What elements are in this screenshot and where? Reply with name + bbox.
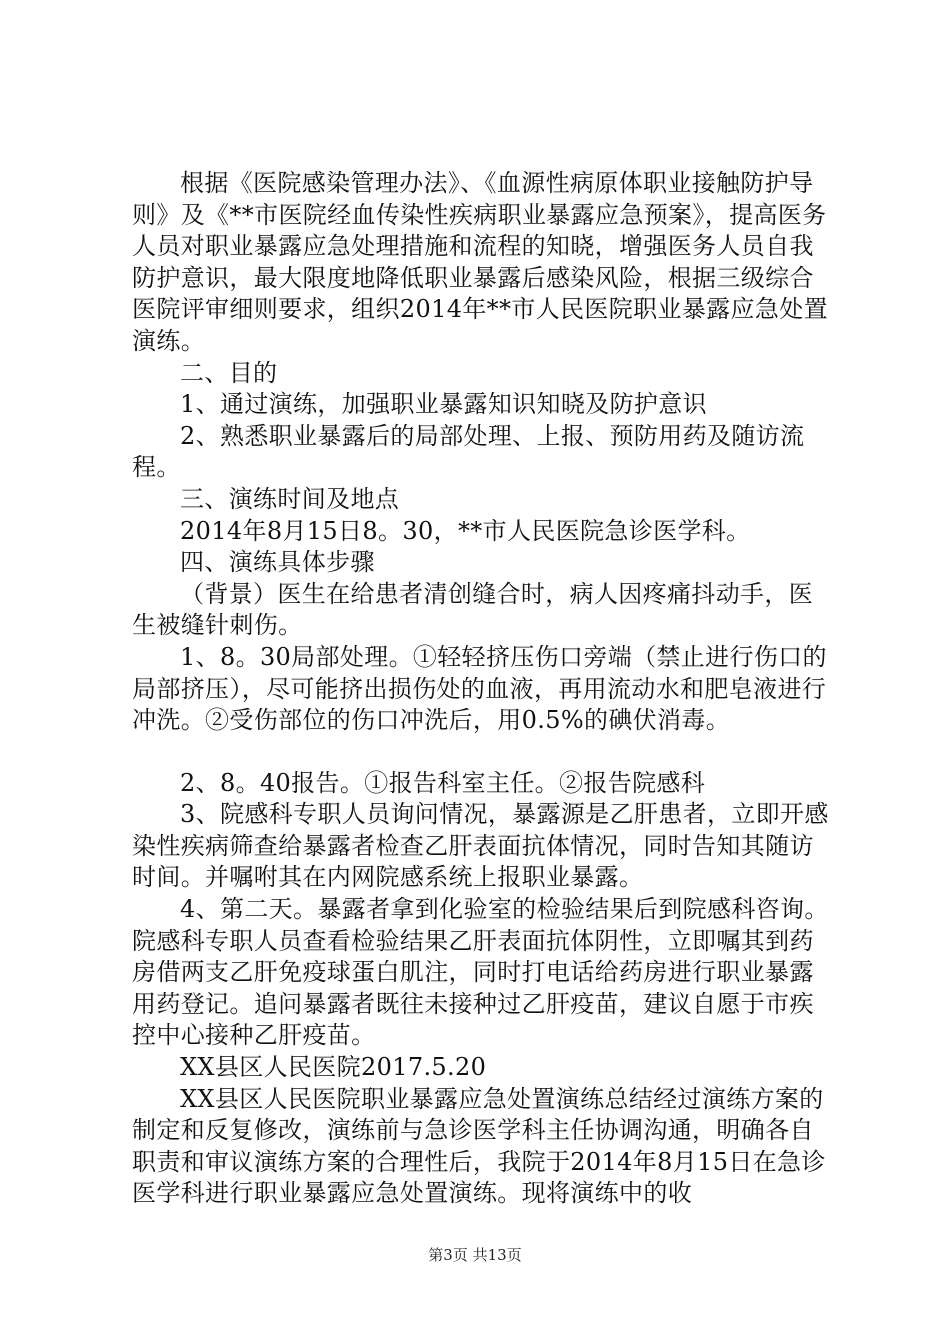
page-number-footer: 第3页 共13页 — [428, 1246, 522, 1264]
section-heading-purpose: 二、目的 — [180, 358, 278, 387]
step-2-paragraph: 2、8。40报告。①报告科室主任。②报告院感科 — [180, 768, 706, 797]
step-4-paragraph: 4、第二天。暴露者拿到化验室的检验结果后到院感科咨询。院感科专职人员查看检验结果乙肝表面抗体阴性，立即嘱其到药房借两支乙肝免疫球蛋白肌注，同时打电话给药房进行职业暴露用药登记。追问暴露者既往未接种过乙肝疫苗，建议自愿于市疾控中心接种乙肝疫苗。 — [132, 895, 829, 1050]
signature-date: XX县区人民医院2017.5.20 — [180, 1053, 487, 1082]
summary-paragraph: XX县区人民医院职业暴露应急处置演练总结经过演练方案的制定和反复修改，演练前与急诊医学科主任协调沟通，明确各自职责和审议演练方案的合理性后，我院于2014年8月15日在急诊医学科进行职业暴露应急处置演练。现将演练中的收 — [132, 1084, 826, 1208]
section-heading-steps: 四、演练具体步骤 — [180, 548, 375, 577]
step-3-paragraph: 3、院感科专职人员询问情况，暴露源是乙肝患者，立即开感染性疾病筛查给暴露者检查乙肝表面抗体情况，同时告知其随访时间。并嘱咐其在内网院感系统上报职业暴露。 — [132, 800, 829, 892]
background-paragraph: （背景）医生在给患者清创缝合时，病人因疼痛抖动手，医生被缝针刺伤。 — [132, 579, 814, 640]
intro-paragraph: 根据《医院感染管理办法》、《血源性病原体职业接触防护导则》及《**市医院经血传染性疾病职业暴露应急预案》，提高医务人员对职业暴露应急处理措施和流程的知晓，增强医务人员自我防护意识，最大限度地降低职业暴露后感染风险，根据三级综合医院评审细则要求，组织2014年**市人民医院职业暴露应急处置演练。 — [132, 169, 828, 355]
blank-line — [132, 737, 832, 768]
step-1-paragraph: 1、8。30局部处理。①轻轻挤压伤口旁端（禁止进行伤口的局部挤压），尽可能挤出损伤处的血液，再用流动水和肥皂液进行冲洗。②受伤部位的伤口冲洗后，用0.5%的碘伏消毒。 — [132, 642, 827, 735]
time-place-text: 2014年8月15日8。30，**市人民医院急诊医学科。 — [180, 516, 751, 545]
purpose-item-2: 2、熟悉职业暴露后的局部处理、上报、预防用药及随访流程。 — [132, 421, 805, 482]
document-body — [132, 168, 832, 1210]
section-heading-time-place: 三、演练时间及地点 — [180, 484, 400, 513]
purpose-item-1: 1、通过演练，加强职业暴露知识知晓及防护意识 — [180, 390, 707, 419]
